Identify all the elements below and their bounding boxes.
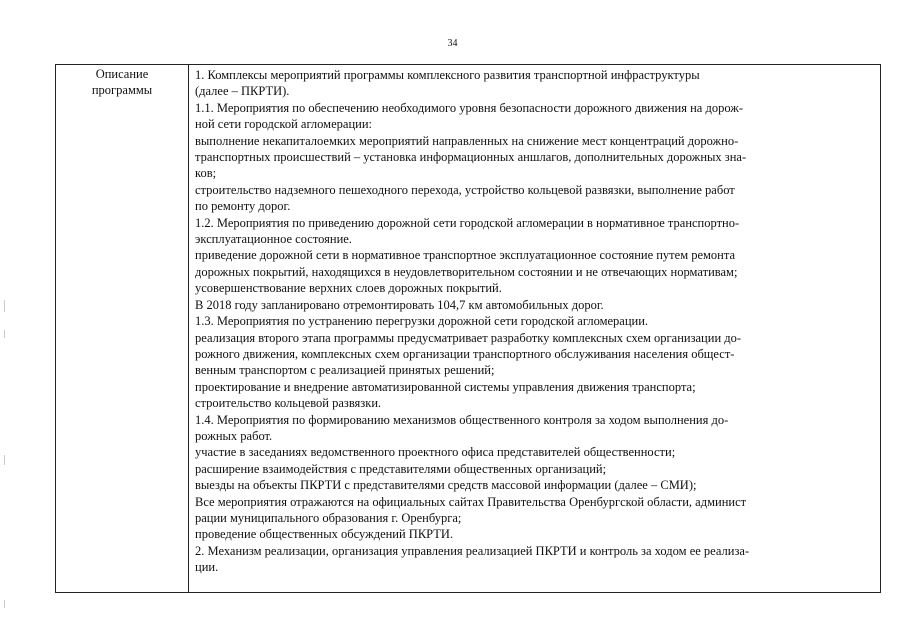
row-label-line: Описание: [95, 67, 149, 81]
content-line: ной сети городской агломерации:: [195, 117, 372, 132]
content-line: ков;: [195, 166, 217, 181]
content-line: проведение общественных обсуждений ПКРТИ.: [195, 527, 454, 542]
content-line: проектирование и внедрение автоматизированной системы управления движения транспорта;: [195, 379, 696, 394]
content-line: 1.2. Мероприятия по приведению дорожной сети городской агломерации в нормативное транспортно-: [195, 215, 740, 230]
content-line: 1.1. Мероприятия по обеспечению необходимого уровня безопасности дорожного движения на дорож-: [195, 100, 744, 115]
content-line: 1.3. Мероприятия по устранению перегрузки дорожной сети городской агломерации.: [195, 314, 649, 329]
content-line: выполнение некапиталоемких мероприятий направленных на снижение мест концентраций дорожно-: [195, 133, 739, 148]
scan-edge-mark: [4, 600, 5, 608]
program-description-table: [55, 64, 881, 593]
row-content-cell: [189, 65, 880, 592]
content-line: В 2018 году запланировано отремонтировать 104,7 км автомобильных дорог.: [195, 297, 604, 312]
content-line: венным транспортом с реализацией принятых решений;: [195, 363, 495, 378]
content-line: рации муниципального образования г. Оренбурга;: [195, 510, 462, 525]
content-line: ции.: [195, 560, 219, 575]
scan-edge-mark: [4, 330, 5, 338]
row-label-cell: [56, 65, 189, 592]
content-line: по ремонту дорог.: [195, 199, 291, 214]
content-line: эксплуатационное состояние.: [195, 232, 352, 247]
row-label-line: программы: [91, 83, 153, 97]
content-line: участие в заседаниях ведомственного проектного офиса представителей общественности;: [195, 445, 676, 460]
content-line: строительство кольцевой развязки.: [195, 396, 382, 411]
content-line: 1.4. Мероприятия по формированию механизмов общественного контроля за ходом выполнения до-: [195, 412, 729, 427]
content-line: выезды на объекты ПКРТИ с представителями средств массовой информации (далее – СМИ);: [195, 478, 697, 493]
content-line: транспортных происшествий – установка информационных аншлагов, дополнительных дорожных зна-: [195, 150, 747, 165]
content-line: строительство надземного пешеходного перехода, устройство кольцевой развязки, выполнение работ: [195, 182, 735, 197]
content-line: реализация второго этапа программы предусматривает разработку комплексных схем организации до-: [195, 330, 742, 345]
content-line: дорожных покрытий, находящихся в неудовлетворительном состоянии и не отвечающих нормативам;: [195, 264, 738, 279]
scan-edge-mark: [4, 300, 5, 312]
content-line: 1. Комплексы мероприятий программы комплексного развития транспортной инфраструктуры: [195, 68, 700, 82]
content-line: 2. Механизм реализации, организация управления реализацией ПКРТИ и контроль за ходом ее реализа-: [195, 543, 750, 558]
content-line: рожного движения, комплексных схем организации транспортного обслуживания населения общест-: [195, 346, 735, 361]
content-line: рожных работ.: [195, 428, 273, 443]
content-line: расширение взаимодействия с представителями общественных организаций;: [195, 461, 607, 476]
content-line: усовершенствование верхних слоев дорожных покрытий.: [195, 281, 502, 296]
content-line: приведение дорожной сети в нормативное транспортное эксплуатационное состояние путем ремонта: [195, 248, 736, 263]
page-number: 34: [447, 38, 458, 49]
content-line: (далее – ПКРТИ).: [195, 84, 290, 99]
content-line: Все мероприятия отражаются на официальных сайтах Правительства Оренбургской области, админист: [195, 494, 747, 509]
scan-edge-mark: [4, 455, 5, 465]
